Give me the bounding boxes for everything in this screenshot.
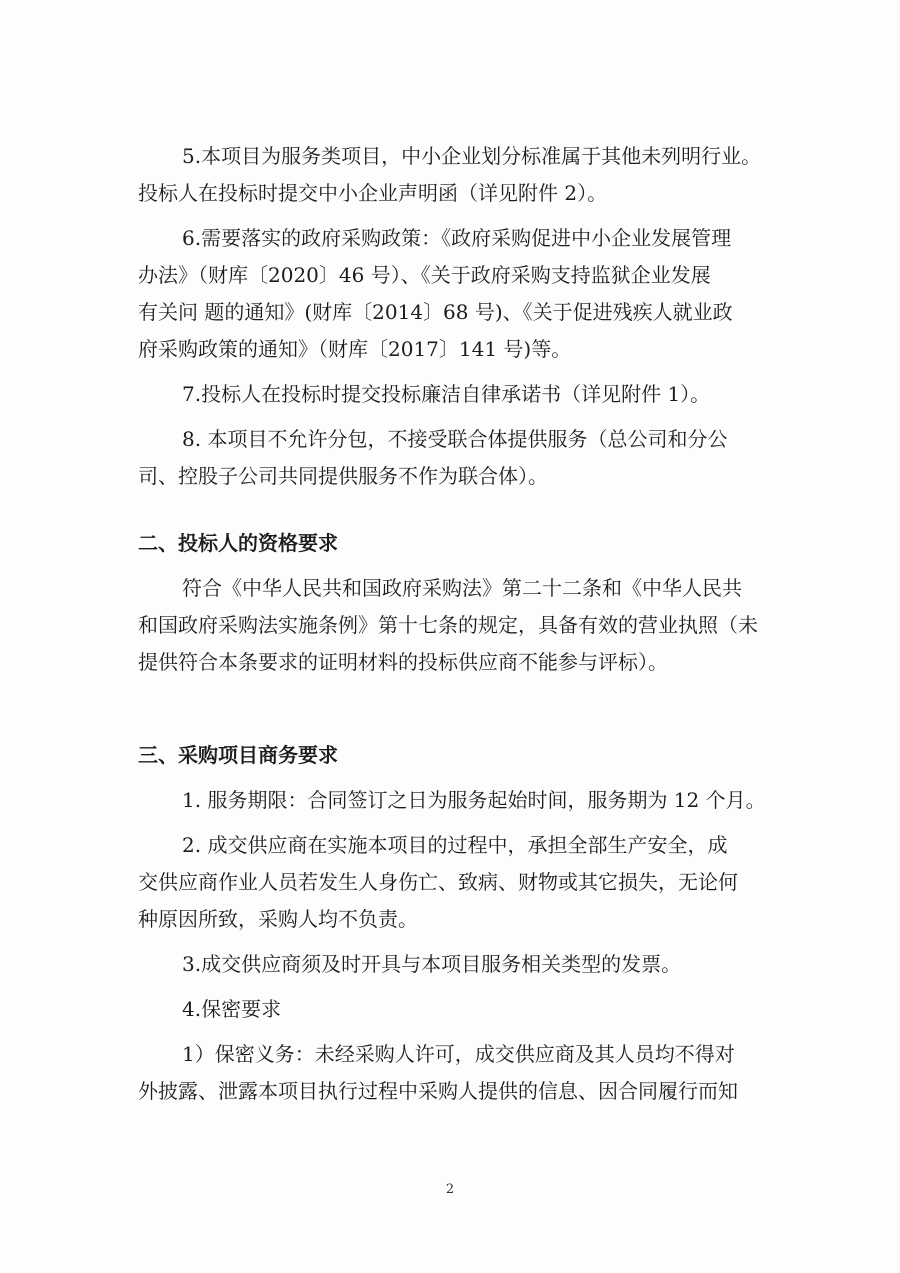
document-body bbox=[138, 138, 778, 1110]
paragraph-item-5: 5.本项目为服务类项目，中小企业划分标准属于其他未列明行业。 投标人在投标时提交中小企业声明函（详见附件 2）。 bbox=[138, 144, 762, 205]
paragraph-confidentiality-obligation: 1）保密义务：未经采购人许可，成交供应商及其人员均不得对 外披露、泄露本项目执行过程中采购人提供的信息、因合同履行而知 bbox=[138, 1042, 738, 1103]
section-heading-business-requirements: 三、采购项目商务要求 bbox=[138, 743, 338, 767]
paragraph-service-period: 1. 服务期限：合同签订之日为服务起始时间，服务期为 12 个月。 bbox=[182, 788, 766, 812]
paragraph-item-8: 8. 本项目不允许分包，不接受联合体提供服务（总公司和分公 司、控股子公司共同提供服务不作为联合体）。 bbox=[138, 427, 728, 488]
paragraph-item-6: 6.需要落实的政府采购政策：《政府采购促进中小企业发展管理 办法》（财库〔2020〕46 号）、《关于政府采购支持监狱企业发展 有关问 题的通知》(财库〔2014〕68 号)、《关于促进残疾人就业政 府采购政策的通知》（财库〔2017〕141 号)等。 bbox=[138, 226, 733, 361]
paragraph-safety-responsibility: 2. 成交供应商在实施本项目的过程中，承担全部生产安全，成 交供应商作业人员若发生人身伤亡、致病、财物或其它损失，无论何 种原因所致，采购人均不负责。 bbox=[138, 833, 738, 931]
paragraph-confidentiality-title: 4.保密要求 bbox=[182, 997, 282, 1021]
paragraph-item-7: 7.投标人在投标时提交投标廉洁自律承诺书（详见附件 1）。 bbox=[182, 382, 711, 406]
paragraph-invoice: 3.成交供应商须及时开具与本项目服务相关类型的发票。 bbox=[182, 952, 682, 976]
page-number: 2 bbox=[445, 1182, 455, 1197]
section-heading-qualifications: 二、投标人的资格要求 bbox=[138, 531, 338, 555]
paragraph-qualifications: 符合《中华人民共和国政府采购法》第二十二条和《中华人民共 和国政府采购法实施条例》第十七条的规定，具备有效的营业执照（未 提供符合本条要求的证明材料的投标供应商不能参与评标）。 bbox=[138, 576, 758, 674]
